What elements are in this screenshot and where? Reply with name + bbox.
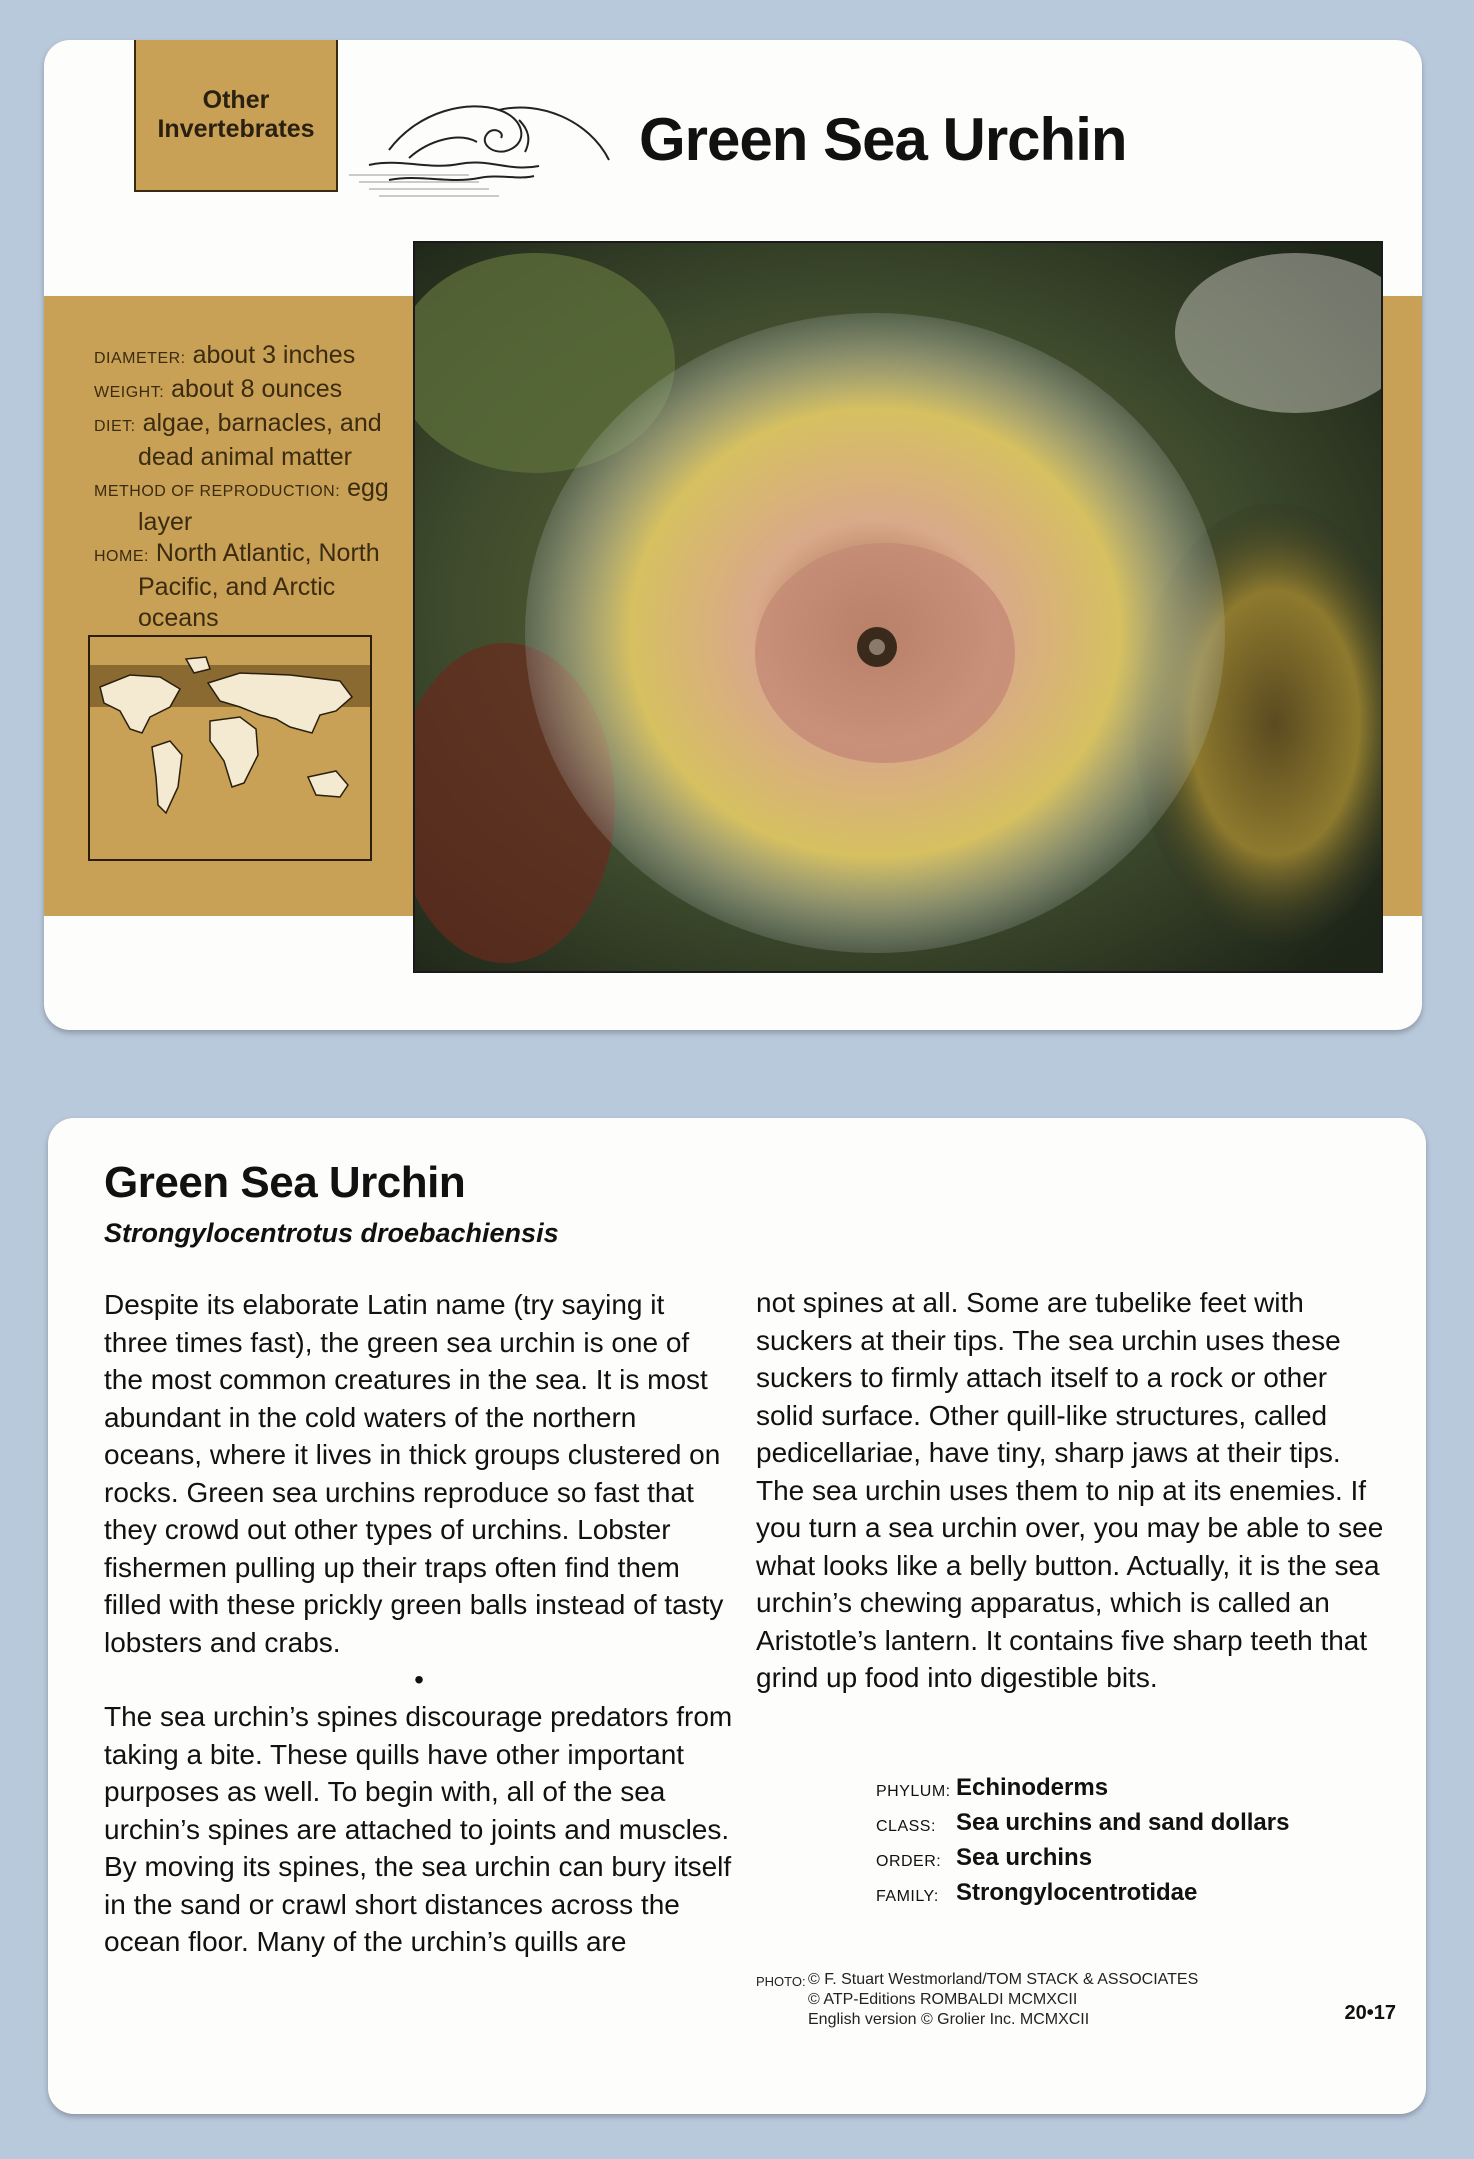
wave-logo [349, 80, 669, 210]
card-back [48, 1118, 1426, 2114]
photo-credits [756, 1970, 1198, 2030]
category-line-2: Invertebrates [157, 115, 315, 143]
paragraph-2: The sea urchin’s spines discourage predators from taking a bite. These quills have other important purposes as well. To begin with, all of the sea urchin’s spines are attached to joints and muscles. By moving its spines, the sea urchin can bury itself in the sand or crawl short distances across the ocean floor. Many of the urchin’s quills are [104, 1701, 733, 1957]
credit-line-1: © F. Stuart Westmorland/TOM STACK & ASSOCIATES [808, 1971, 1199, 1988]
fact-diet: DIET: algae, barnacles, and dead animal matter [94, 409, 382, 471]
taxonomy-order: ORDER: Sea urchins [876, 1844, 1093, 1871]
credit-line-3: English version © Grolier Inc. MCMXCII [808, 2011, 1090, 2028]
world-map-icon [90, 637, 370, 859]
latin-name: Strongylocentrotus droebachiensis [104, 1218, 559, 1248]
range-map [88, 635, 372, 861]
taxonomy-class: CLASS: Sea urchins and sand dollars [876, 1809, 1290, 1836]
text-column-left [104, 1286, 734, 1961]
paragraph-3: not spines at all. Some are tubelike feet with suckers at their tips. The sea urchin uses these suckers to firmly attach itself to a rock or other solid surface. Other quill-like structures, called pedicellariae, have tiny, sharp jaws at their tips. The sea urchin uses them to nip at its enemies. If you turn a sea urchin over, you may be able to see what looks like a belly button. Actually, it is the sea urchin’s chewing apparatus, which is called an Aristotle’s lantern. It contains five sharp teeth that grind up food into digestible bits. [756, 1287, 1384, 1693]
paragraph-separator: • [414, 1664, 424, 1695]
front-title: Green Sea Urchin [639, 106, 1127, 173]
back-title: Green Sea Urchin [104, 1158, 466, 1207]
fact-diameter: DIAMETER: about 3 inches [94, 341, 356, 369]
fact-home: HOME: North Atlantic, North Pacific, and Arctic oceans [94, 539, 380, 632]
taxonomy-phylum: PHYLUM: Echinoderms [876, 1774, 1109, 1801]
credit-line-2: © ATP-Editions ROMBALDI MCMXCII [808, 1991, 1078, 2008]
card-front [44, 40, 1422, 1030]
paragraph-1: Despite its elaborate Latin name (try saying it three times fast), the green sea urchin is one of the most common creatures in the sea. It is most abundant in the cold waters of the northern oceans, where it lives in thick groups clustered on rocks. Green sea urchins reproduce so fast that they crowd out other types of urchins. Lobster fishermen pulling up their traps often find them filled with these prickly green balls instead of tasty lobsters and crabs. [104, 1289, 724, 1658]
photo-label: PHOTO: [756, 1974, 806, 1989]
category-box [134, 40, 338, 192]
card-number: 20•17 [1344, 2002, 1396, 2024]
taxonomy-family: FAMILY: Strongylocentrotidae [876, 1879, 1198, 1906]
fact-weight: WEIGHT: about 8 ounces [94, 375, 343, 403]
sea-urchin-photo [413, 241, 1383, 973]
taxonomy-list [876, 1772, 1289, 1912]
category-line-1: Other [202, 86, 270, 114]
text-column-right [756, 1284, 1386, 1697]
sea-urchin-photo-icon [415, 243, 1381, 971]
fact-reproduction: METHOD OF REPRODUCTION: egg layer [94, 474, 389, 536]
fact-list [94, 340, 414, 634]
